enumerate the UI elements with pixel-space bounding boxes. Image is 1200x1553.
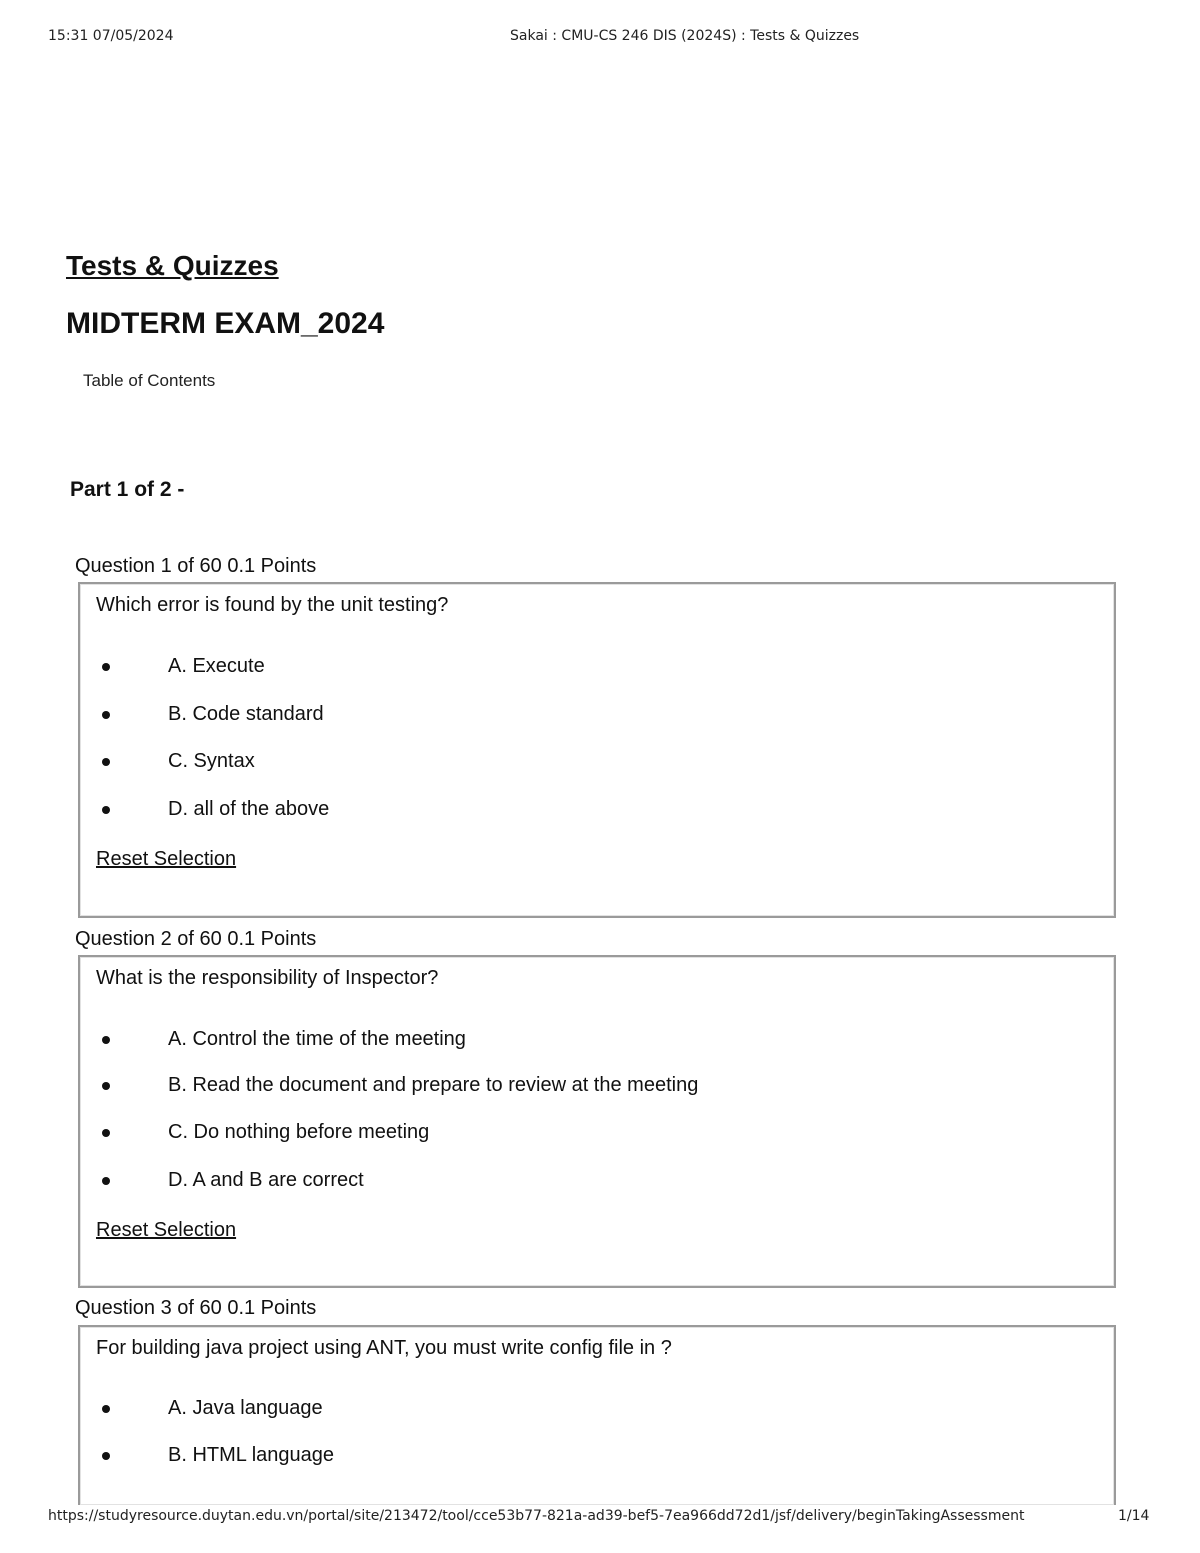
question-2-header: Question 2 of 60 0.1 Points [75, 928, 317, 950]
question-3-header: Question 3 of 60 0.1 Points [75, 1297, 317, 1319]
option-label: A. Control the time of the meeting [168, 1028, 466, 1050]
question-1-box [78, 582, 1116, 918]
table-of-contents-link[interactable]: Table of Contents [83, 371, 216, 390]
question-1-option-d[interactable] [80, 798, 1114, 826]
question-1-option-a[interactable] [80, 655, 1114, 683]
question-1-option-c[interactable] [80, 750, 1114, 778]
bullet-icon [102, 1082, 110, 1090]
option-label: A. Java language [168, 1397, 323, 1419]
part-title: Part 1 of 2 - [70, 478, 185, 501]
exam-title: MIDTERM EXAM_2024 [66, 307, 385, 340]
question-1-header: Question 1 of 60 0.1 Points [75, 555, 317, 577]
question-2-option-b[interactable] [80, 1074, 1114, 1102]
tests-quizzes-link[interactable]: Tests & Quizzes [66, 250, 279, 281]
option-label: A. Execute [168, 655, 265, 677]
question-1-text: Which error is found by the unit testing? [96, 594, 449, 616]
bullet-icon [102, 1036, 110, 1044]
question-3-box [78, 1325, 1116, 1505]
bullet-icon [102, 711, 110, 719]
question-2-box [78, 955, 1116, 1288]
question-3-text: For building java project using ANT, you must write config file in ? [96, 1337, 672, 1359]
option-label: D. A and B are correct [168, 1169, 364, 1191]
option-label: D. all of the above [168, 798, 330, 820]
print-url: https://studyresource.duytan.edu.vn/portal/site/213472/tool/cce53b77-821a-ad39-bef5-7ea966dd72d1/jsf/delivery/beginTakingAssessment [48, 1508, 1025, 1524]
print-page-title: Sakai : CMU-CS 246 DIS (2024S) : Tests & Quizzes [510, 28, 860, 44]
question-3-option-b[interactable] [80, 1444, 1114, 1472]
bullet-icon [102, 806, 110, 814]
option-label: B. HTML language [168, 1444, 335, 1466]
question-2-option-d[interactable] [80, 1169, 1114, 1197]
question-3-option-a[interactable] [80, 1397, 1114, 1425]
bullet-icon [102, 1452, 110, 1460]
option-label: C. Do nothing before meeting [168, 1121, 430, 1143]
bullet-icon [102, 663, 110, 671]
option-label: C. Syntax [168, 750, 255, 772]
bullet-icon [102, 758, 110, 766]
print-page-number: 1/14 [1118, 1508, 1150, 1524]
option-label: B. Code standard [168, 703, 324, 725]
option-label: B. Read the document and prepare to review at the meeting [168, 1074, 699, 1096]
bullet-icon [102, 1129, 110, 1137]
print-datetime: 15:31 07/05/2024 [48, 28, 174, 44]
question-2-reset-selection[interactable]: Reset Selection [96, 1219, 237, 1241]
question-2-option-a[interactable] [80, 1028, 1114, 1056]
question-2-option-c[interactable] [80, 1121, 1114, 1149]
bullet-icon [102, 1177, 110, 1185]
bullet-icon [102, 1405, 110, 1413]
question-1-reset-selection[interactable]: Reset Selection [96, 848, 237, 870]
question-2-text: What is the responsibility of Inspector? [96, 967, 439, 989]
question-1-option-b[interactable] [80, 703, 1114, 731]
